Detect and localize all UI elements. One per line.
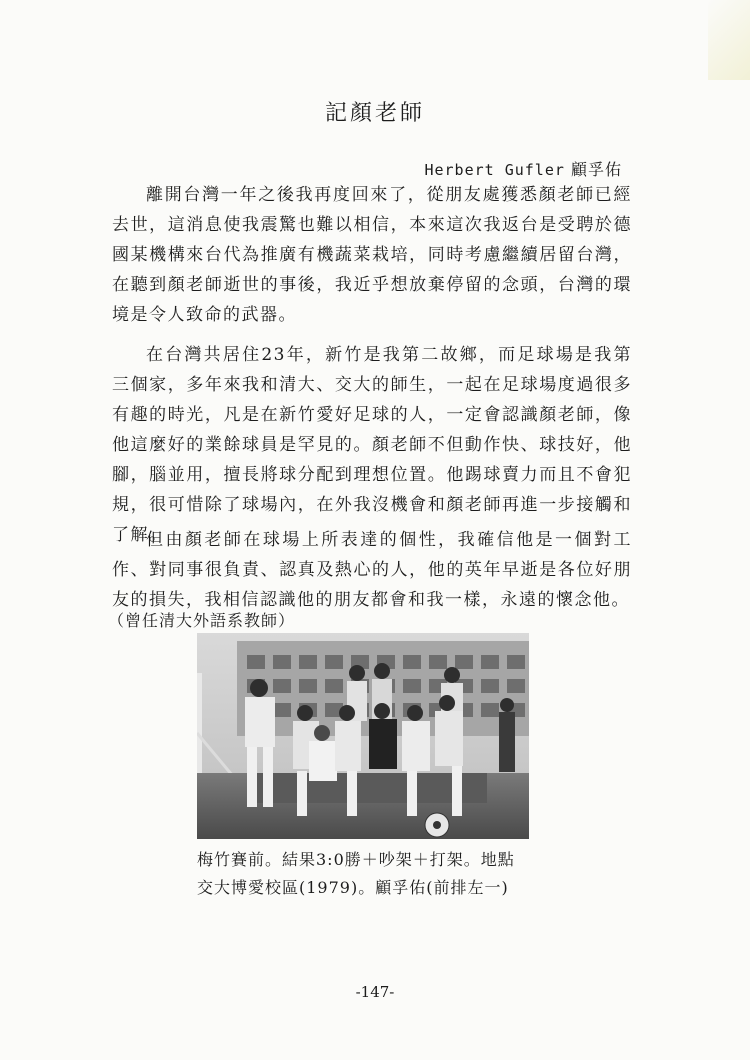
team-photo bbox=[197, 633, 529, 839]
author-latin-name: Herbert Gufler bbox=[424, 161, 565, 179]
author-line bbox=[424, 157, 622, 180]
page-title: 記顏老師 bbox=[324, 101, 425, 126]
paragraph-1: 離開台灣一年之後我再度回來了，從朋友處獲悉顏老師已經去世，這消息使我震驚也難以相信，本來這次我返台是受聘於德國某機構來台代為推廣有機蔬菜栽培，同時考慮繼續居留台灣，在聽到顏老師逝世的事後，我近乎想放棄停留的念頭，台灣的環境是令人致命的武器。 bbox=[112, 185, 632, 325]
paragraph-3: 但由顏老師在球場上所表達的個性，我確信他是一個對工作、對同事很負責、認真及熱心的人，他的英年早逝是各位好朋友的損失，我相信認識他的朋友都會和我一樣，永遠的懷念他。 bbox=[112, 530, 632, 610]
author-chinese-name: 顧孚佑 bbox=[570, 160, 622, 179]
paragraph-2: 在台灣共居住23年，新竹是我第二故鄉，而足球場是我第三個家，多年來我和清大、交大的師生，一起在足球場度過很多有趣的時光，凡是在新竹愛好足球的人，一定會認識顏老師，像他這麼好的業餘球員是罕見的。顏老師不但動作快、球技好，他腳，腦並用，擅長將球分配到理想位置。他踢球賣力而且不會犯規，很可惜除了球場內，在外我沒機會和顏老師再進一步接觸和了解。 bbox=[112, 345, 632, 545]
author-note: （曾任清大外語系教師） bbox=[108, 611, 296, 630]
photo-caption-line-1: 梅竹賽前。結果3:0勝＋吵架＋打架。地點 bbox=[197, 850, 515, 869]
photo-caption-line-2: 交大博愛校區(1979)。顧孚佑(前排左一) bbox=[197, 878, 509, 897]
photo-caption bbox=[197, 846, 537, 902]
paper-corner-tint bbox=[708, 0, 750, 80]
page-number: -147- bbox=[355, 983, 395, 1001]
team-photo-illustration bbox=[197, 633, 529, 839]
